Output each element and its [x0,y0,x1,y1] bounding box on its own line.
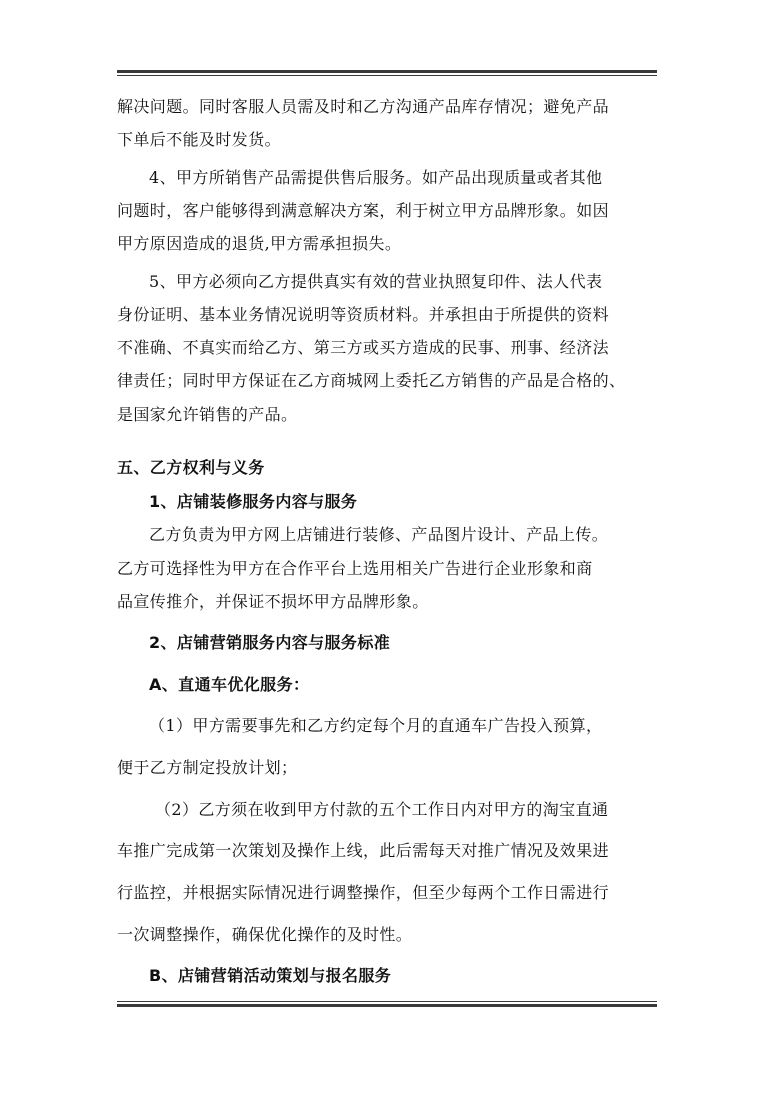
list-item-4-line: 4、甲方所销售产品需提供售后服务。如产品出现质量或者其他 [149,168,603,187]
body-text-line: 身份证明、基本业务情况说明等资质材料。并承担由于所提供的资料 [117,305,610,324]
footer-rule [117,1001,657,1007]
section-heading: 五、乙方权利与义务 [117,458,265,477]
subsection-heading: 2、店铺营销服务内容与服务标准 [149,633,391,652]
body-text-line: 律责任；同时甲方保证在乙方商城网上委托乙方销售的产品是合格的、 [117,371,626,390]
body-text-line: 乙方可选择性为甲方在合作平台上选用相关广告进行企业形象和商 [117,559,593,578]
body-text-line: （2）乙方须在收到甲方付款的五个工作日内对甲方的淘宝直通 [155,800,609,819]
body-text-line: 品宣传推介，并保证不损坏甲方品牌形象。 [117,592,429,611]
body-text-line: 下单后不能及时发货。 [117,130,282,149]
list-item-5-line: 5、甲方必须向乙方提供真实有效的营业执照复印件、法人代表 [149,272,603,291]
body-text-line: （1）甲方需要事先和乙方约定每个月的直通车广告投入预算， [149,716,603,735]
body-text-line: 一次调整操作，确保优化操作的及时性。 [117,925,413,944]
body-text-line: 解决问题。同时客服人员需及时和乙方沟通产品库存情况；避免产品 [117,97,610,116]
body-text-line: 甲方原因造成的退货,甲方需承担损失。 [117,234,402,253]
header-rule [117,70,657,76]
sub-subsection-heading: B、店铺营销活动策划与报名服务 [149,966,392,985]
body-text-line: 行监控，并根据实际情况进行调整操作，但至少每两个工作日需进行 [117,883,610,902]
body-text-line: 是国家允许销售的产品。 [117,405,298,424]
subsection-heading: 1、店铺装修服务内容与服务 [149,492,358,511]
body-text-line: 问题时，客户能够得到满意解决方案，利于树立甲方品牌形象。如因 [117,201,610,220]
body-text-line: 车推广完成第一次策划及操作上线，此后需每天对推广情况及效果进 [117,841,610,860]
body-text-line: 不准确、不真实而给乙方、第三方或买方造成的民事、刑事、经济法 [117,338,610,357]
body-text-line: 乙方负责为甲方网上店铺进行装修、产品图片设计、产品上传。 [149,525,609,544]
body-text-line: 便于乙方制定投放计划； [117,758,298,777]
sub-subsection-heading: A、直通车优化服务： [149,675,310,694]
